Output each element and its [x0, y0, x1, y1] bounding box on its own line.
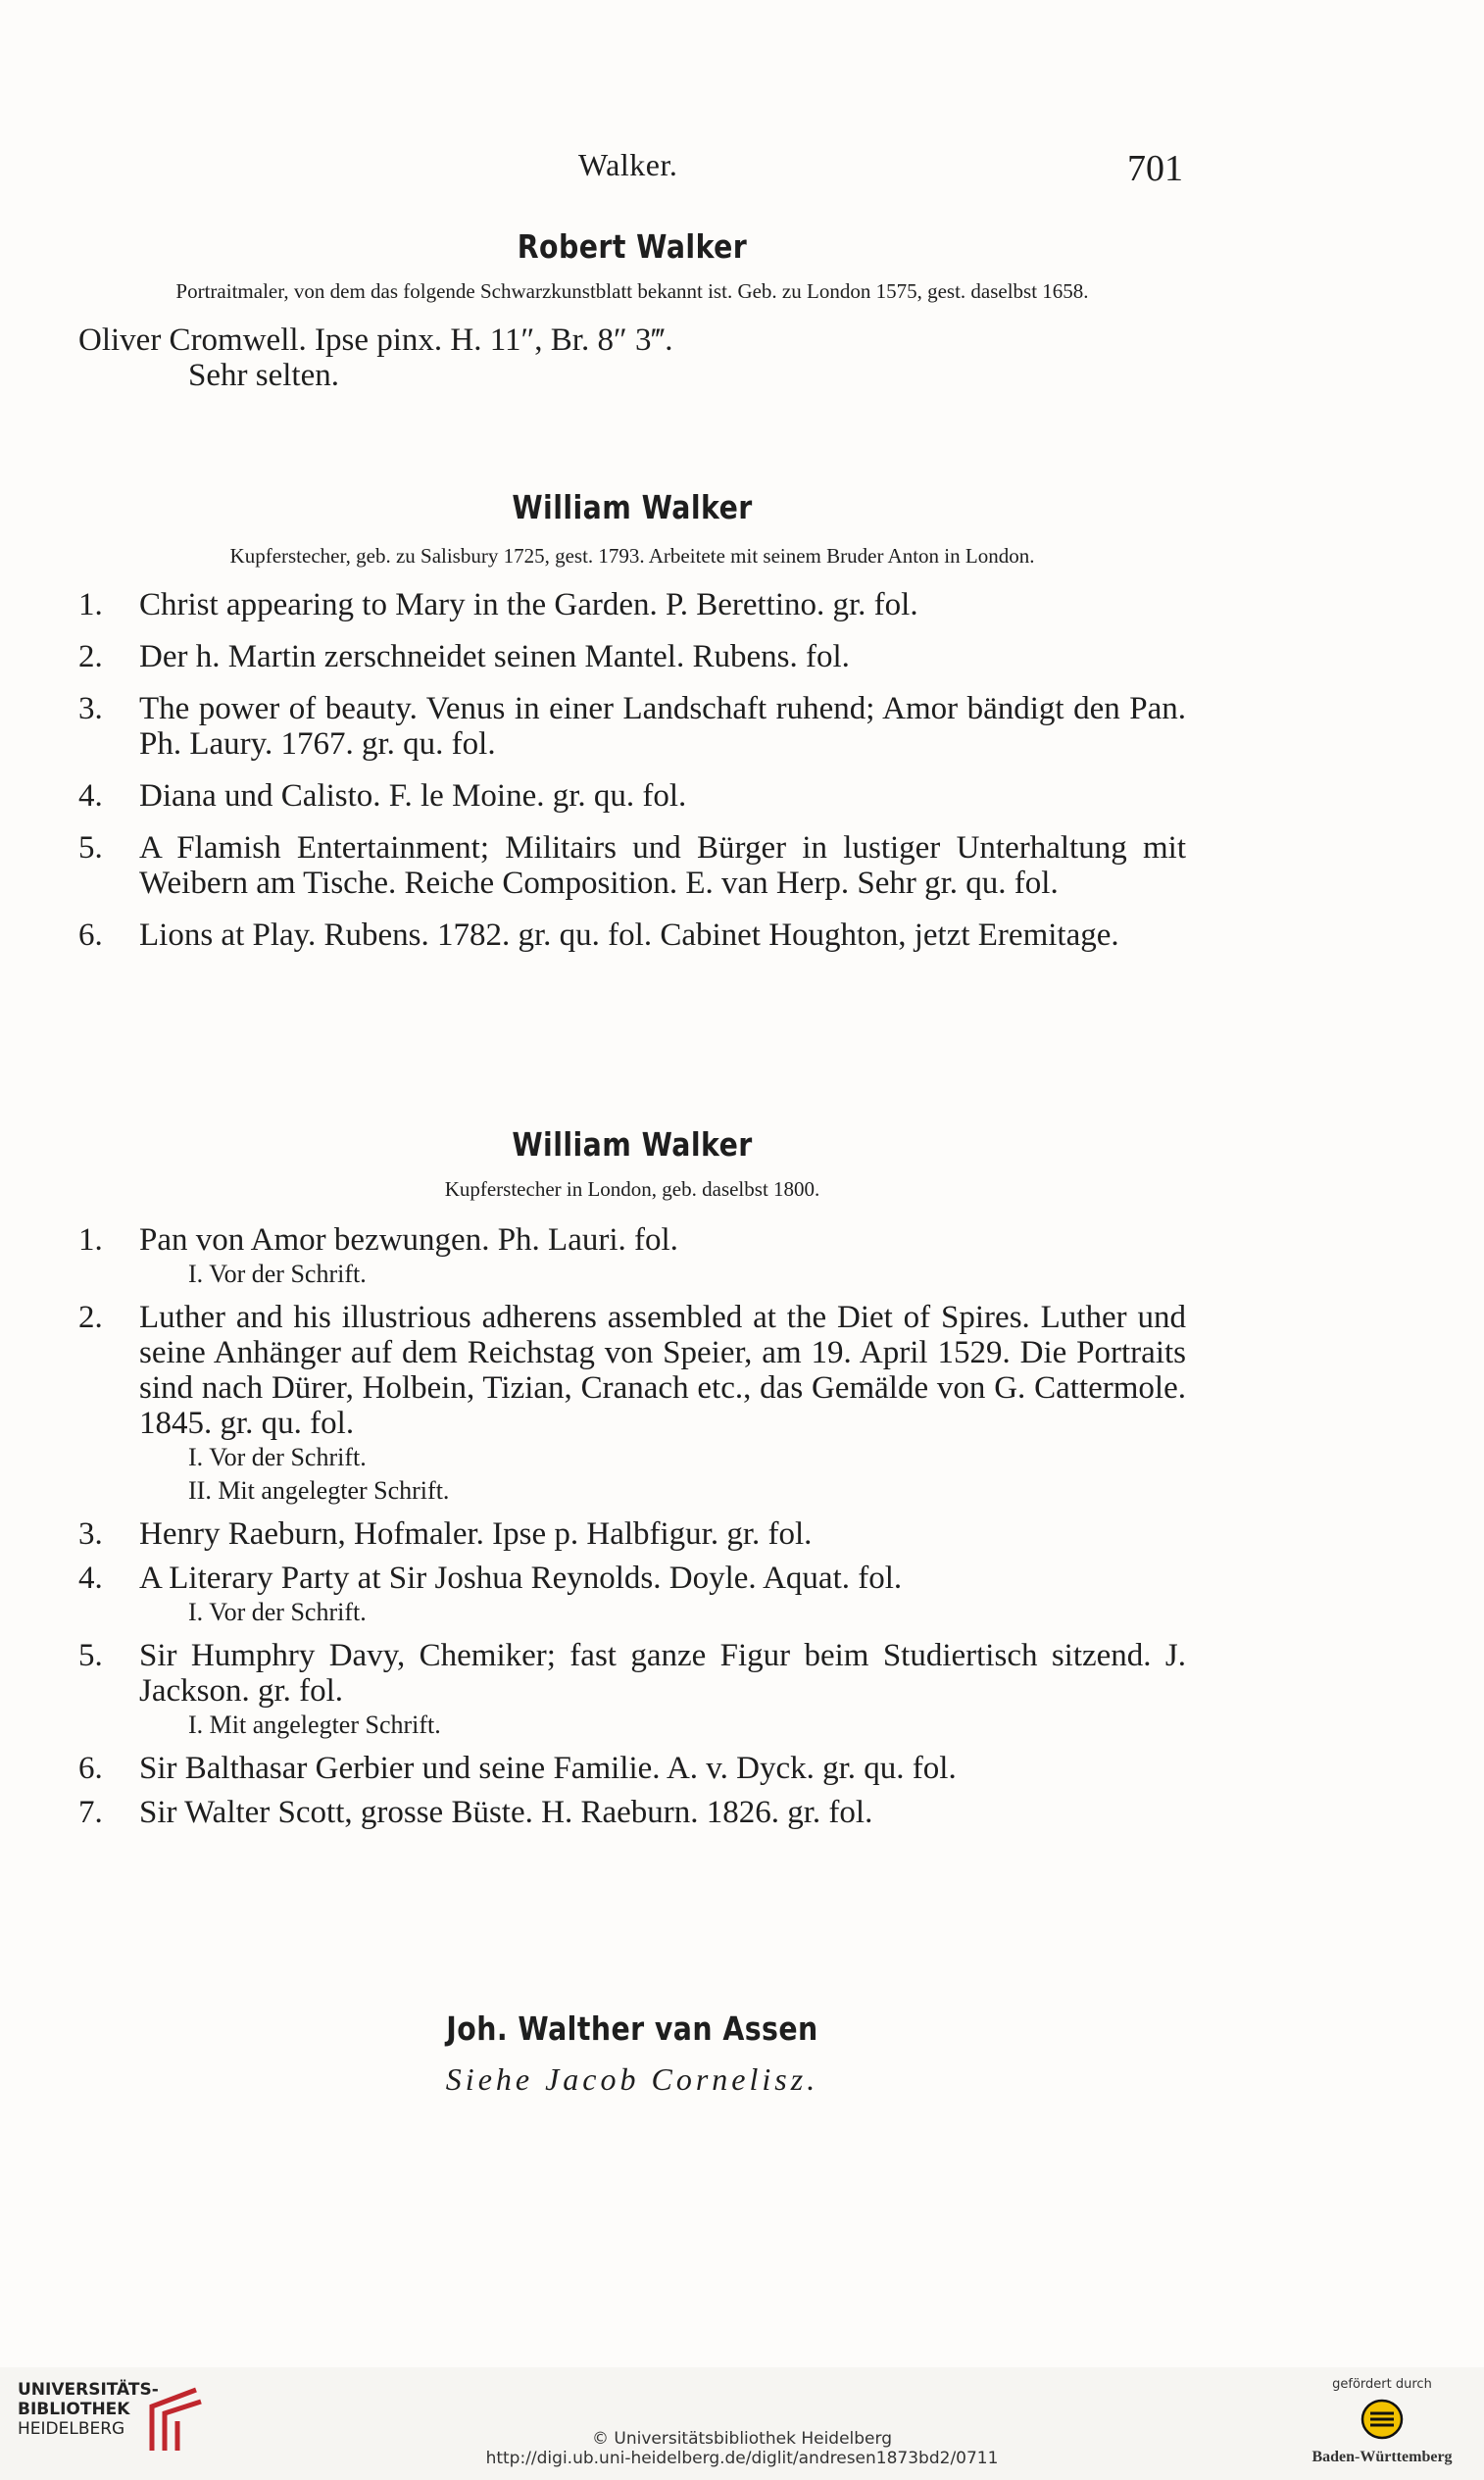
- section-william-walker-1800: [78, 1125, 1186, 1839]
- entry-text: Diana und Calisto. F. le Moine. gr. qu. fol.: [139, 778, 687, 814]
- sponsor-logo[interactable]: [1294, 2377, 1470, 2466]
- section-heading: Joh. Walther van Assen: [446, 2009, 818, 2048]
- entry-number: 1.: [78, 1222, 103, 1258]
- entry-text: The power of beauty. Venus in einer Landschaft ruhend; Amor bändigt den Pan. Ph. Laury. 1767. gr. qu. fol.: [139, 691, 1186, 762]
- list-item: [78, 830, 1186, 901]
- sponsor-label: gefördert durch: [1332, 2377, 1432, 2392]
- entry-text: A Literary Party at Sir Joshua Reynolds. Doyle. Aquat. fol.: [139, 1561, 903, 1596]
- entry-number: 2.: [78, 639, 103, 674]
- entry-number: 1.: [78, 587, 103, 622]
- state-note: I. Mit angelegter Schrift.: [188, 1711, 441, 1739]
- library-name-line3: HEIDELBERG: [18, 2419, 125, 2439]
- entry-number: 3.: [78, 691, 103, 726]
- copyright-text: © Universitätsbibliothek Heidelberg: [591, 2429, 892, 2449]
- list-item: [78, 1222, 1186, 1291]
- section-van-assen: [78, 2009, 1186, 2098]
- section-heading: William Walker: [512, 488, 753, 526]
- section-robert-walker: [78, 227, 1186, 393]
- list-item: [78, 1751, 1186, 1786]
- entry-list: [78, 587, 1186, 953]
- state-note: II. Mit angelegter Schrift.: [188, 1476, 450, 1505]
- entry-text: Sir Balthasar Gerbier und seine Familie. A. v. Dyck. gr. qu. fol.: [139, 1751, 957, 1786]
- entry-number: 6.: [78, 918, 103, 953]
- permalink-url[interactable]: http://digi.ub.uni-heidelberg.de/diglit/andresen1873bd2/0711: [485, 2449, 999, 2468]
- see-also-reference: Siehe Jacob Cornelisz.: [445, 2061, 819, 2097]
- section-intro: Kupferstecher in London, geb. daselbst 1800.: [444, 1177, 820, 1201]
- section-intro: Kupferstecher, geb. zu Salisbury 1725, gest. 1793. Arbeitete mit seinem Bruder Anton in London.: [229, 544, 1035, 568]
- list-item: [78, 639, 1186, 674]
- footer-credits: [0, 2429, 1484, 2468]
- state-note: I. Vor der Schrift.: [188, 1598, 367, 1626]
- sponsor-name: Baden-Württemberg: [1311, 2449, 1453, 2465]
- section-intro: Portraitmaler, von dem das folgende Schwarzkunstblatt bekannt ist. Geb. zu London 1575, gest. daselbst 1658.: [175, 279, 1089, 303]
- entry-number: 5.: [78, 830, 103, 866]
- section-heading: Robert Walker: [517, 227, 748, 266]
- entry-text: Henry Raeburn, Hofmaler. Ipse p. Halbfigur. gr. fol.: [139, 1516, 813, 1552]
- entry-text: A Flamish Entertainment; Militairs und Bürger in lustiger Unterhaltung mit Weibern am Tische. Reiche Composition. E. van Herp. Sehr gr. qu. fol.: [139, 830, 1186, 901]
- list-item: [78, 1795, 1186, 1830]
- entry-number: 5.: [78, 1638, 103, 1673]
- entry-text: Der h. Martin zerschneidet seinen Mantel. Rubens. fol.: [139, 639, 850, 674]
- entry-text: Sir Humphry Davy, Chemiker; fast ganze Figur beim Studiertisch sitzend. J. Jackson. gr. fol.: [139, 1638, 1186, 1709]
- list-item: [78, 1638, 1186, 1742]
- list-item: [78, 778, 1186, 814]
- entry-number: 6.: [78, 1751, 103, 1786]
- library-name-line2: BIBLIOTHEK: [18, 2400, 130, 2419]
- entry-text: Lions at Play. Rubens. 1782. gr. qu. fol. Cabinet Houghton, jetzt Eremitage.: [139, 918, 1119, 953]
- state-note: I. Vor der Schrift.: [188, 1260, 367, 1288]
- list-item: [78, 1300, 1186, 1508]
- entry-text: Luther and his illustrious adherens assembled at the Diet of Spires. Luther und seine Anhänger auf dem Reichstag von Speier, am 19. April 1529. Die Portraits sind nach Dürer, Holbein, Tizian, Cranach etc., das Gemälde von G. Cattermole. 1845. gr. qu. fol.: [139, 1300, 1186, 1441]
- section-william-walker-1725: [78, 488, 1186, 969]
- section-heading: William Walker: [512, 1125, 753, 1164]
- entry-number: 4.: [78, 778, 103, 814]
- list-item: [78, 1561, 1186, 1629]
- list-item: [78, 918, 1186, 953]
- entry-number: 3.: [78, 1516, 103, 1552]
- entry-list: [78, 1222, 1186, 1830]
- page-number: 701: [1127, 148, 1183, 189]
- list-item: [78, 587, 1186, 622]
- running-head: Walker.: [578, 147, 678, 182]
- entry-number: 2.: [78, 1300, 103, 1335]
- library-name-line1: UNIVERSITÄTS-: [18, 2380, 159, 2400]
- entry-number: 7.: [78, 1795, 103, 1830]
- entry-note: Sehr selten.: [188, 358, 339, 393]
- list-item: [78, 691, 1186, 762]
- entry-text: Christ appearing to Mary in the Garden. P. Berettino. gr. fol.: [139, 587, 918, 622]
- entry-line: Oliver Cromwell. Ipse pinx. H. 11″, Br. 8″ 3‴.: [78, 322, 673, 358]
- entry-text: Sir Walter Scott, grosse Büste. H. Raeburn. 1826. gr. fol.: [139, 1795, 873, 1830]
- entry-number: 4.: [78, 1561, 103, 1596]
- state-note: I. Vor der Schrift.: [188, 1443, 367, 1471]
- entry-text: Pan von Amor bezwungen. Ph. Lauri. fol.: [139, 1222, 678, 1258]
- list-item: [78, 1516, 1186, 1552]
- state-coat-of-arms-icon: [1360, 2398, 1404, 2441]
